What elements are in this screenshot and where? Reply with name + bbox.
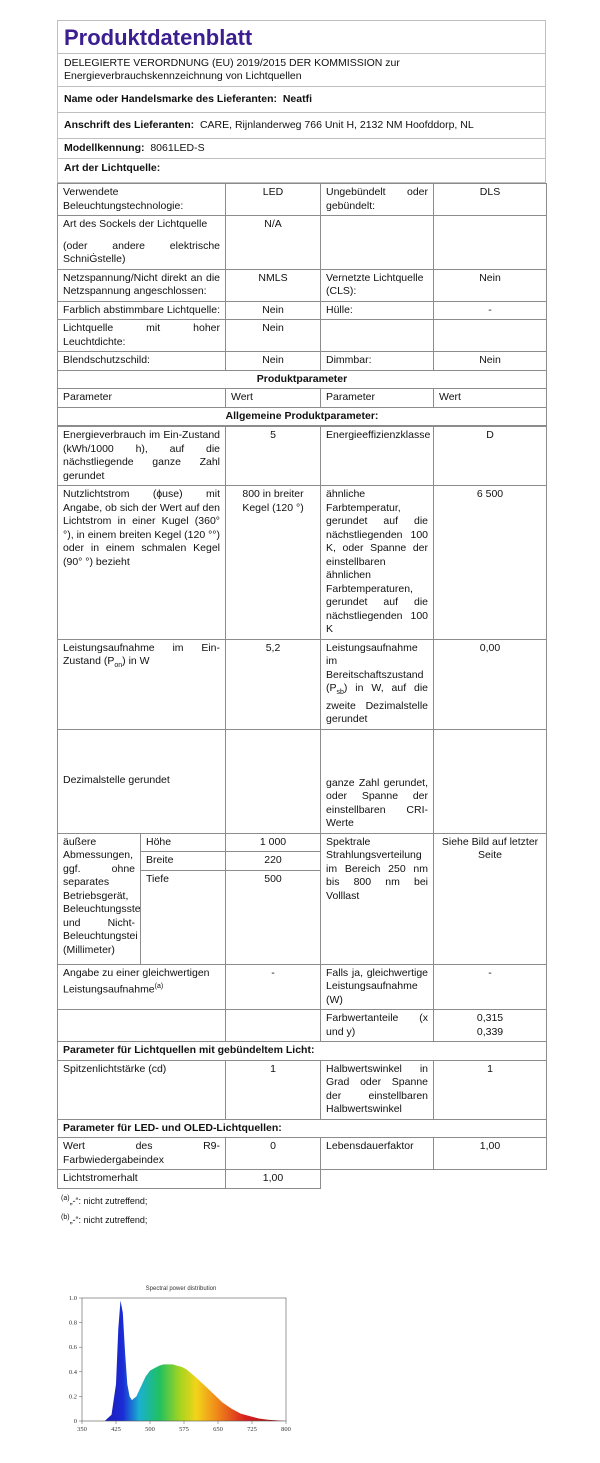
model-label: Modellkennung: <box>64 142 145 154</box>
r9-value: 0 <box>226 1138 321 1170</box>
cct-value: 6 500 <box>434 486 547 640</box>
type-value: N/A <box>226 216 321 270</box>
empty-cell <box>321 1170 434 1189</box>
general-heading: Allgemeine Produktparameter: <box>58 407 547 426</box>
table-row <box>58 639 547 729</box>
socket-label: Art des Sockels der Lichtquelle <box>63 218 208 230</box>
socket-label-sub: (oder andere elektrische SchniĠstelle) <box>63 239 220 265</box>
spectral-chart <box>60 1278 300 1448</box>
type-value <box>434 320 547 352</box>
params-heading: Produktparameter <box>58 370 547 389</box>
supplier-label: Name oder Handelsmarke des Lieferanten: <box>64 93 277 105</box>
type-label <box>58 216 226 270</box>
table-row <box>58 833 547 852</box>
chroma-label: Farbwertanteile (x und y) <box>321 1010 434 1042</box>
standby-label: Leistungsaufnahme im Bereitschaftszustand $(P_{sb})$ in W, auf die zweite Dezimalstelle gerundet <box>321 639 434 729</box>
x-tick-label: 800 <box>281 1426 291 1433</box>
class-label: Energieeffizienzklasse <box>321 427 434 486</box>
depth-value: 500 <box>226 870 321 964</box>
r9-label: Wert des R9-Farbwiedergabeindex <box>58 1138 226 1170</box>
y-tick-label: 1.0 <box>68 1295 77 1302</box>
table-row <box>58 1010 547 1042</box>
table-row <box>58 427 547 486</box>
empty-cell <box>58 1010 226 1042</box>
address-row <box>57 113 546 139</box>
table-row <box>58 1138 547 1170</box>
model-value: 8061LED-S <box>150 142 205 154</box>
equiv-value: - <box>226 964 321 1010</box>
table-row <box>58 729 547 833</box>
equiv-power-label: Falls ja, gleichwertige Leistungsaufnahme (W) <box>321 964 434 1010</box>
y-tick-label: 0.4 <box>68 1368 77 1376</box>
datasheet <box>57 20 546 1230</box>
height-label: Höhe <box>141 833 226 852</box>
x-tick-label: 500 <box>145 1426 155 1433</box>
flux-value: 800 in breiter Kegel (120 °) <box>226 486 321 640</box>
empty-cell <box>434 1170 547 1189</box>
type-label: Netzspannung/Nicht direkt an die Netzspannung angeschlossen: <box>58 269 226 301</box>
model-row <box>57 139 546 159</box>
address-value: CARE, Rijnlanderweg 766 Unit H, 2132 NM Hoofddorp, NL <box>199 119 474 131</box>
supplier-row <box>57 87 546 113</box>
height-value: 1 000 <box>226 833 321 852</box>
page-title: Produktdatenblatt <box>57 20 546 53</box>
footnote-a: $^{(a)}$„-“: nicht zutreffend; <box>61 1194 148 1206</box>
depth-label: Tiefe <box>141 870 226 964</box>
table-row <box>58 301 547 320</box>
width-value: 220 <box>226 852 321 871</box>
x-tick-label: 425 <box>111 1426 121 1433</box>
type-heading: Art der Lichtquelle: <box>57 159 546 183</box>
type-value: Nein <box>226 352 321 371</box>
col-value-header: Wert <box>434 389 547 408</box>
energy-value: 5 <box>226 427 321 486</box>
empty-cell <box>434 729 547 833</box>
y-tick-label: 0 <box>73 1418 77 1425</box>
col-param-header: Parameter <box>58 389 226 408</box>
standby-value: 0,00 <box>434 639 547 729</box>
y-tick-label: 0.8 <box>68 1319 77 1327</box>
table-row <box>58 389 547 408</box>
energy-label: Energieverbrauch im Ein-Zustand (kWh/1000 h), auf die nächstliegende ganze Zahl gerundet <box>58 427 226 486</box>
type-value: Nein <box>434 352 547 371</box>
y-tick-label: 0.6 <box>68 1344 77 1352</box>
type-value: DLS <box>434 184 547 216</box>
type-value: Nein <box>226 320 321 352</box>
general-table <box>57 426 547 1189</box>
table-row <box>58 352 547 371</box>
regulation-text: DELEGIERTE VERORDNUNG (EU) 2019/2015 DER KOMMISSION zur Energieverbrauchskennzeichnung von Lichtquellen <box>57 53 546 87</box>
power-on-label: Leistungsaufnahme im Ein-Zustand $(P_{on})$ in W <box>58 639 226 729</box>
table-row <box>58 216 547 270</box>
type-label: Verwendete Beleuchtungstechnologie: <box>58 184 226 216</box>
decimal-label: Dezimalstelle gerundet <box>58 729 226 833</box>
x-tick-label: 350 <box>77 1426 87 1433</box>
class-value: D <box>434 427 547 486</box>
table-row <box>58 1060 547 1119</box>
type-label <box>321 320 434 352</box>
empty-cell <box>226 1010 321 1042</box>
type-value: Nein <box>434 269 547 301</box>
directional-heading: Parameter für Lichtquellen mit gebündeltem Licht: <box>58 1042 547 1061</box>
table-row <box>58 1119 547 1138</box>
table-row <box>58 320 547 352</box>
width-label: Breite <box>141 852 226 871</box>
spectral-label: Spektrale Strahlungsverteilung im Bereich 250 nm bis 800 nm bei Volllast <box>321 833 434 964</box>
cri-label: ganze Zahl gerundet, oder Spanne der einstellbaren CRI-Werte <box>321 729 434 833</box>
type-label: Vernetzte Lichtquelle (CLS): <box>321 269 434 301</box>
address-label: Anschrift des Lieferanten: <box>64 119 195 131</box>
col-value-header: Wert <box>226 389 321 408</box>
beam-label: Halbwertswinkel in Grad oder Spanne der einstellbaren Halbwertswinkel <box>321 1060 434 1119</box>
cct-label: ähnliche Farbtemperatur, gerundet auf die nächstliegenden 100 K, oder Spanne der einstellbaren ähnlichen Farbtemperaturen, gerundet auf die nächstliegenden 100 K <box>321 486 434 640</box>
col-param-header: Parameter <box>321 389 434 408</box>
chart-title: Spectral power distribution <box>145 1286 217 1292</box>
table-row <box>58 407 547 426</box>
x-tick-label: 650 <box>213 1426 223 1433</box>
beam-value: 1 <box>434 1060 547 1119</box>
flux-label: Nutzlichtstrom (ɸuse) mit Angabe, ob sich der Wert auf den Lichtstrom in einer Kugel (360° °), in einem breiten Kegel (120 °°) oder in einem schmalen Kegel (90° °) bezieht <box>58 486 226 640</box>
type-label <box>321 216 434 270</box>
type-value: - <box>434 301 547 320</box>
y-tick-label: 0.2 <box>68 1393 77 1401</box>
empty-cell <box>226 729 321 833</box>
spectrum-area <box>82 1301 286 1422</box>
chroma-value: 0,315 0,339 <box>434 1010 547 1042</box>
led-heading: Parameter für LED- und OLED-Lichtquellen: <box>58 1119 547 1138</box>
supplier-value: Neatfi <box>282 93 313 105</box>
type-value: LED <box>226 184 321 216</box>
power-on-value: 5,2 <box>226 639 321 729</box>
table-row <box>58 486 547 640</box>
maint-value: 1,00 <box>226 1170 321 1189</box>
table-row <box>58 1042 547 1061</box>
table-row <box>58 370 547 389</box>
x-tick-label: 725 <box>247 1426 257 1433</box>
maint-label: Lichtstromerhalt <box>58 1170 226 1189</box>
dims-label: äußere Abmessungen, ggf. ohne separates Betriebsgerät, Beleuchtungsste und Nicht-Beleuchtungstei (Millimeter) <box>58 833 141 964</box>
type-value: NMLS <box>226 269 321 301</box>
type-label: Ungebündelt oder gebündelt: <box>321 184 434 216</box>
equiv-label: Angabe zu einer gleichwertigen Leistungsaufnahme$^{(a)}$ <box>58 964 226 1010</box>
equiv-power-value: - <box>434 964 547 1010</box>
type-label: Hülle: <box>321 301 434 320</box>
table-row <box>58 184 547 216</box>
type-table <box>57 183 547 426</box>
x-tick-label: 575 <box>179 1426 189 1433</box>
life-value: 1,00 <box>434 1138 547 1170</box>
type-value <box>434 216 547 270</box>
table-row <box>58 964 547 1010</box>
type-label: Farblich abstimmbare Lichtquelle: <box>58 301 226 320</box>
peak-value: 1 <box>226 1060 321 1119</box>
table-row <box>58 269 547 301</box>
type-label: Dimmbar: <box>321 352 434 371</box>
peak-label: Spitzenlichtstärke (cd) <box>58 1060 226 1119</box>
type-label: Blendschutzschild: <box>58 352 226 371</box>
life-label: Lebensdauerfaktor <box>321 1138 434 1170</box>
footnote-b: $^{(b)}$„-“: nicht zutreffend; <box>61 1213 148 1225</box>
type-label: Lichtquelle mit hoher Leuchtdichte: <box>58 320 226 352</box>
table-row <box>58 1170 547 1189</box>
spectral-value: Siehe Bild auf letzter Seite <box>434 833 547 964</box>
type-value: Nein <box>226 301 321 320</box>
spectral-chart-svg <box>60 1278 300 1448</box>
